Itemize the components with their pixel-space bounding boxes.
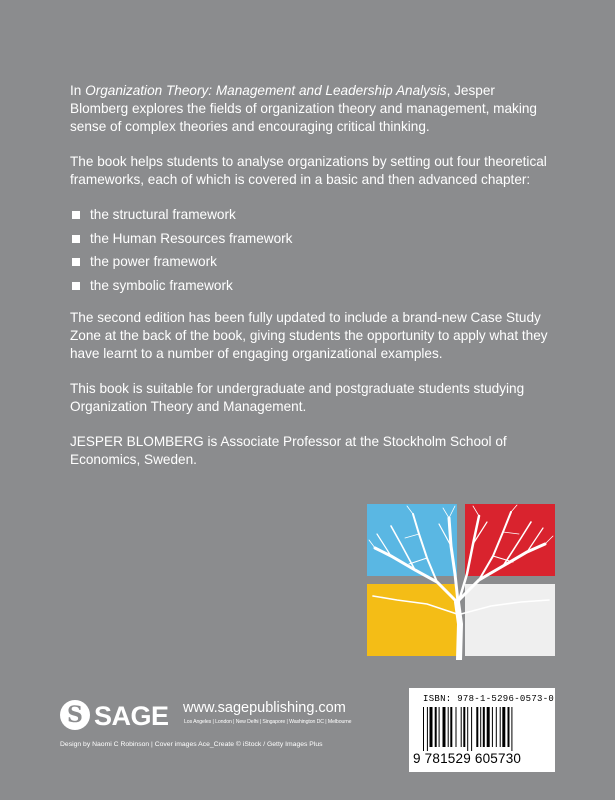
barcode-icon bbox=[423, 707, 543, 751]
back-cover-blurb bbox=[70, 82, 550, 486]
intro-paragraph bbox=[70, 82, 550, 136]
barcode-bar bbox=[467, 707, 468, 751]
barcode-bar bbox=[461, 707, 462, 747]
barcode-bar bbox=[439, 707, 440, 747]
frameworks-paragraph: The book helps students to analyse organizations by setting out four theoretical frameworks, each of which is covered in a basic and then advanced chapter: bbox=[70, 154, 547, 187]
book-title-italic: Organization Theory: Management and Leadership Analysis bbox=[85, 83, 447, 98]
barcode-bar bbox=[487, 707, 490, 747]
bullet-square-icon bbox=[72, 282, 80, 290]
design-credits: Design by Naomi C Robinson | Cover images Ace_Create © iStock / Getty Images Plus bbox=[60, 741, 323, 748]
barcode-bar bbox=[508, 707, 510, 747]
barcode-bar bbox=[435, 707, 437, 747]
list-item-text: the symbolic framework bbox=[90, 277, 233, 293]
barcode-bar bbox=[456, 707, 457, 747]
barcode-bar bbox=[430, 707, 433, 747]
list-item-text: the structural framework bbox=[90, 207, 236, 222]
barcode-bar bbox=[448, 707, 449, 747]
second-edition-paragraph: The second edition has been fully updated to include a brand-new Case Study Zone at the back of the book, giving students the opportunity to apply what they have learnt to a number of engaging organizational examples. bbox=[70, 309, 548, 361]
bullet-square-icon bbox=[72, 211, 80, 219]
sage-logo-letter: S bbox=[67, 702, 83, 728]
barcode-bar bbox=[483, 707, 485, 747]
list-item bbox=[70, 253, 550, 271]
barcode-block bbox=[409, 688, 555, 772]
barcode-bar bbox=[500, 707, 501, 747]
list-item bbox=[70, 277, 550, 295]
frameworks-list bbox=[70, 206, 550, 295]
bullet-square-icon bbox=[72, 258, 80, 266]
list-item-text: the Human Resources framework bbox=[90, 230, 293, 246]
sage-logo-icon bbox=[60, 700, 90, 730]
barcode-bar bbox=[463, 707, 465, 747]
barcode-bar bbox=[502, 707, 505, 747]
bullet-square-icon bbox=[72, 235, 80, 243]
barcode-bar bbox=[496, 707, 497, 747]
list-item bbox=[70, 206, 550, 224]
barcode-bar bbox=[450, 707, 452, 747]
list-item-text: the power framework bbox=[90, 254, 217, 269]
barcode-bar bbox=[492, 707, 493, 747]
barcode-digits: 9 781529 605730 bbox=[413, 751, 522, 766]
publisher-name: SAGE bbox=[94, 701, 169, 731]
barcode-bar bbox=[471, 707, 472, 751]
author-bio-paragraph: JESPER BLOMBERG is Associate Professor at the Stockholm School of Economics, Sweden. bbox=[70, 433, 507, 467]
barcode-bar bbox=[480, 707, 481, 747]
barcode-bar bbox=[427, 707, 428, 751]
list-item bbox=[70, 230, 550, 248]
publisher-cities: Los Angeles | London | New Delhi | Singapore | Washington DC | Melbourne bbox=[184, 719, 352, 725]
barcode-bar bbox=[511, 707, 512, 751]
intro-rest: , Jesper Blomberg explores the fields of organization theory and management, making sense of complex theories and encouraging critical thinking. bbox=[70, 83, 537, 134]
publisher-url: www.sagepublishing.com bbox=[183, 700, 346, 716]
isbn-label: ISBN: 978-1-5296-0573-0 bbox=[423, 694, 555, 704]
barcode-bar bbox=[476, 707, 478, 747]
barcode-bar bbox=[443, 707, 446, 747]
audience-paragraph: This book is suitable for undergraduate and postgraduate students studying Organization Theory and Management. bbox=[70, 380, 525, 414]
intro-prefix: In bbox=[70, 83, 86, 98]
barcode-bar bbox=[423, 707, 424, 751]
tree-icon bbox=[367, 504, 555, 660]
tree-artwork bbox=[367, 504, 555, 660]
